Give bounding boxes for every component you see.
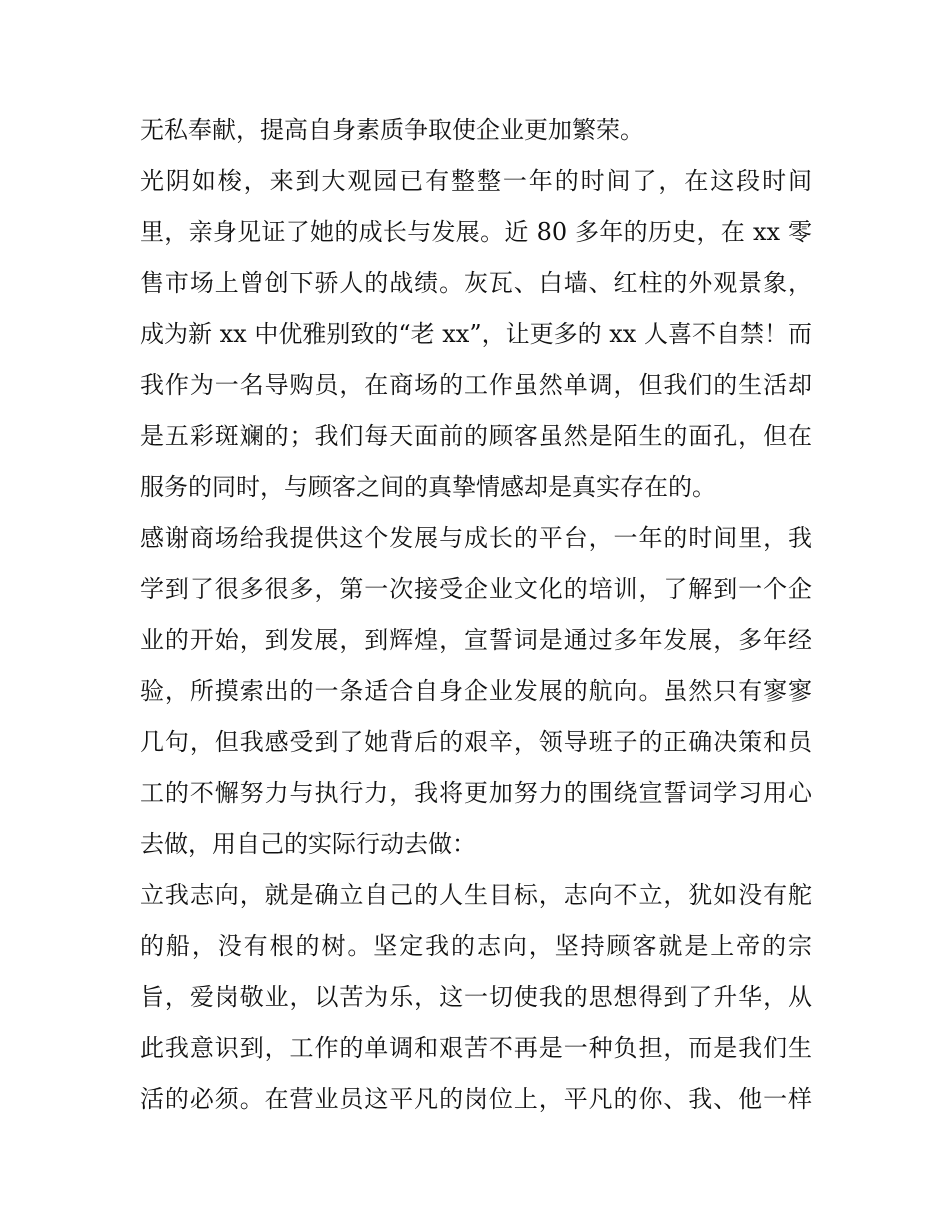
paragraph-1 <box>140 105 812 156</box>
text-line: 立我志向，就是确立自己的人生目标，志向不立，犹如没有舵 <box>140 881 812 909</box>
text-line: 光阴如梭，来到大观园已有整整一年的时间了，在这段时间 <box>140 167 812 195</box>
text-line: 是五彩斑斓的；我们每天面前的顾客虽然是陌生的面孔，但在 <box>140 422 812 450</box>
text-line: 业的开始，到发展，到辉煌，宣誓词是通过多年发展，多年经 <box>140 626 812 654</box>
text-line: 成为新 xx 中优雅别致的“老 xx”，让更多的 xx 人喜不自禁！而 <box>140 320 812 348</box>
text-line: 售市场上曾创下骄人的战绩。灰瓦、白墙、红柱的外观景象， <box>140 269 812 297</box>
text-line: 里，亲身见证了她的成长与发展。近 80 多年的历史，在 xx 零 <box>140 218 812 246</box>
text-line: 活的必须。在营业员这平凡的岗位上，平凡的你、我、他一样 <box>140 1085 812 1113</box>
text-line: 服务的同时，与顾客之间的真挚情感却是真实存在的。 <box>140 473 716 501</box>
text-line: 学到了很多很多，第一次接受企业文化的培训，了解到一个企 <box>140 575 812 603</box>
text-line: 工的不懈努力与执行力，我将更加努力的围绕宣誓词学习用心 <box>140 779 812 807</box>
paragraph-3 <box>140 513 812 870</box>
text-line: 旨，爱岗敬业，以苦为乐，这一切使我的思想得到了升华，从 <box>140 983 812 1011</box>
paragraph-4 <box>140 870 812 1125</box>
text-line: 几句，但我感受到了她背后的艰辛，领导班子的正确决策和员 <box>140 728 812 756</box>
text-line: 此我意识到，工作的单调和艰苦不再是一种负担，而是我们生 <box>140 1034 812 1062</box>
text-line: 感谢商场给我提供这个发展与成长的平台，一年的时间里，我 <box>140 524 812 552</box>
document-body <box>140 105 812 1125</box>
text-line: 验，所摸索出的一条适合自身企业发展的航向。虽然只有寥寥 <box>140 677 812 705</box>
text-line: 去做，用自己的实际行动去做： <box>140 830 476 858</box>
text-line: 的船，没有根的树。坚定我的志向，坚持顾客就是上帝的宗 <box>140 932 812 960</box>
text-line: 无私奉献，提高自身素质争取使企业更加繁荣。 <box>140 116 644 144</box>
paragraph-2 <box>140 156 812 513</box>
text-line: 我作为一名导购员，在商场的工作虽然单调，但我们的生活却 <box>140 371 812 399</box>
